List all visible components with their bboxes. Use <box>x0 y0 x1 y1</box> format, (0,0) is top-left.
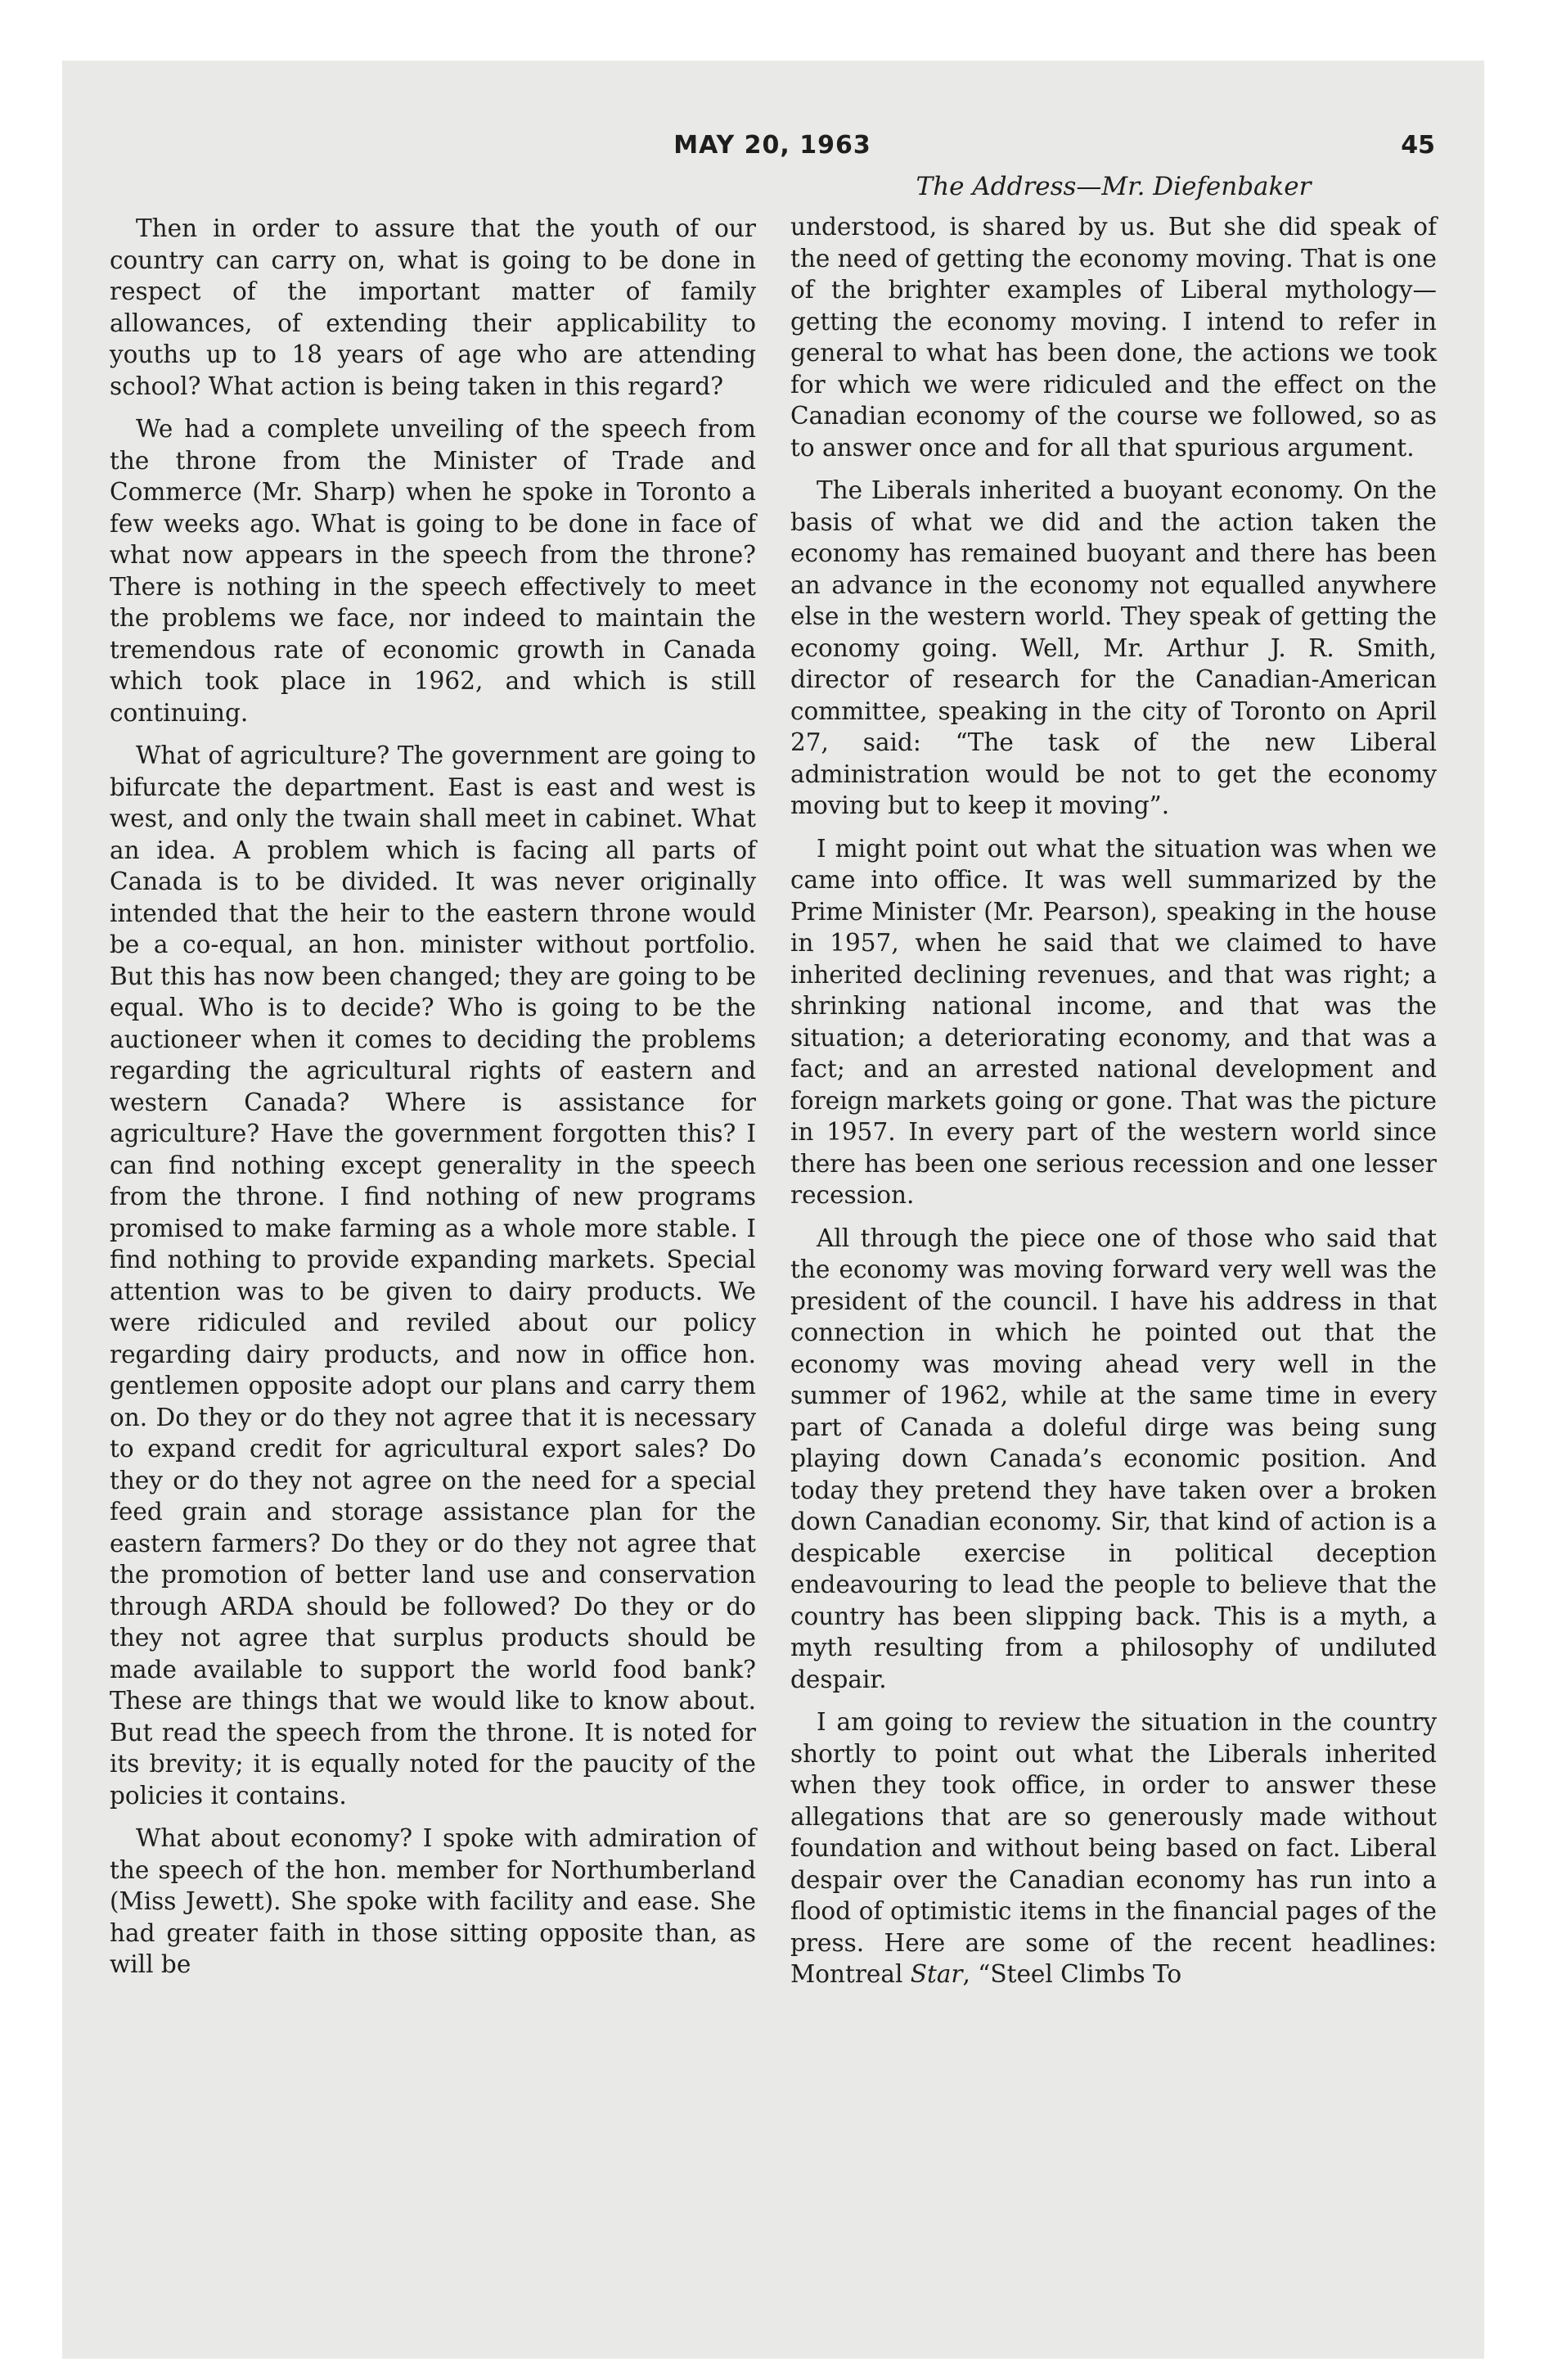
paragraph-continuation: understood, is shared by us. But she did speak of the need of getting the economy moving. That is one of the brighter examples of Liberal mythology—getting the economy moving. I intend to refer in general to what has been done, the actions we took for which we were ridiculed and the effect on the Canadian economy of the course we followed, so as to answer once and for all that spurious argument. <box>790 213 1437 462</box>
paragraph: All through the piece one of those who said that the economy was moving forward very well was the president of the council. I have his address in that connection in which he pointed out that the economy was moving ahead very well in the summer of 1962, while at the same time in every part of Canada a doleful dirge was being sung playing down Canada’s economic position. And today they pretend they have taken over a broken down Canadian economy. Sir, that kind of action is a despicable exercise in political deception endeavouring to lead the people to believe that the country has been slipping back. This is a myth, a myth resulting from a philosophy of undiluted despair. <box>790 1224 1437 1693</box>
paragraph: I am going to review the situation in the country shortly to point out what the Liberals inherited when they took office, in order to answer these allegations that are so generously made without foundation and without being based on fact. Liberal despair over the Canadian economy has run into a flood of optimistic items in the financial pages of the press. Here are some of the recent headlines: Montreal Star, “Steel Climbs To <box>790 1708 1437 1988</box>
paragraph: The Liberals inherited a buoyant economy. On the basis of what we did and the action taken the economy has remained buoyant and there has been an advance in the economy not equalled anywhere else in the western world. They speak of getting the economy going. Well, Mr. Arthur J. R. Smith, director of research for the Canadian-American committee, speaking in the city of Toronto on April 27, said: “The task of the new Liberal administration would be not to get the economy moving but to keep it moving”. <box>790 476 1437 819</box>
hansard-page <box>110 131 1437 1988</box>
left-column <box>110 213 756 1992</box>
paragraph: We had a complete unveiling of the speech from the throne from the Minister of Trade and Commerce (Mr. Sharp) when he spoke in Toronto a few weeks ago. What is going to be done in face of what now appears in the speech from the throne? There is nothing in the speech effectively to meet the problems we face, nor indeed to maintain the tremendous rate of economic growth in Canada which took place in 1962, and which is still continuing. <box>110 415 756 727</box>
running-title: The Address—Mr. Diefenbaker <box>916 172 1312 201</box>
paragraph: Then in order to assure that the youth of our country can carry on, what is going to be done in respect of the important matter of family allowances, of extending their applicability to youths up to 18 years of age who are attending school? What action is being taken in this regard? <box>110 214 756 400</box>
paragraph: I might point out what the situation was when we came into office. It was well summarized by the Prime Minister (Mr. Pearson), speaking in the house in 1957, when he said that we claimed to have inherited declining revenues, and that was right; a shrinking national income, and that was the situation; a deteriorating economy, and that was a fact; and an arrested national development and foreign markets going or gone. That was the picture in 1957. In every part of the western world since there has been one serious recession and one lesser recession. <box>790 834 1437 1209</box>
page-number: 45 <box>1401 131 1435 160</box>
paragraph: What of agriculture? The government are going to bifurcate the department. East is east and west is west, and only the twain shall meet in cabinet. What an idea. A problem which is facing all parts of Canada is to be divided. It was never originally intended that the heir to the eastern throne would be a co-equal, an hon. minister without portfolio. But this has now been changed; they are going to be equal. Who is to decide? Who is going to be the auctioneer when it comes to deciding the problems regarding the agricultural rights of eastern and western Canada? Where is assistance for agriculture? Have the government forgotten this? I can find nothing except generality in the speech from the throne. I find nothing of new programs promised to make farming as a whole more stable. I find nothing to provide expanding markets. Special attention was to be given to dairy products. We were ridiculed and reviled about our policy regarding dairy products, and now in office hon. gentlemen opposite adopt our plans and carry them on. Do they or do they not agree that it is necessary to expand credit for agricultural export sales? Do they or do they not agree on the need for a special feed grain and storage assistance plan for the eastern farmers? Do they or do they not agree that the promotion of better land use and conservation through ARDA should be followed? Do they or do they not agree that surplus products should be made available to support the world food bank? These are things that we would like to know about. But read the speech from the throne. It is noted for its brevity; it is equally noted for the paucity of the policies it contains. <box>110 741 756 1810</box>
page-header <box>110 131 1435 170</box>
right-column <box>790 170 1437 2002</box>
paragraph: What about economy? I spoke with admiration of the speech of the hon. member for Northumberland (Miss Jewett). She spoke with facility and ease. She had greater faith in those sitting opposite than, as will be <box>110 1824 756 1978</box>
page-date: MAY 20, 1963 <box>673 131 871 160</box>
newspaper-name: Star <box>910 1960 963 1988</box>
